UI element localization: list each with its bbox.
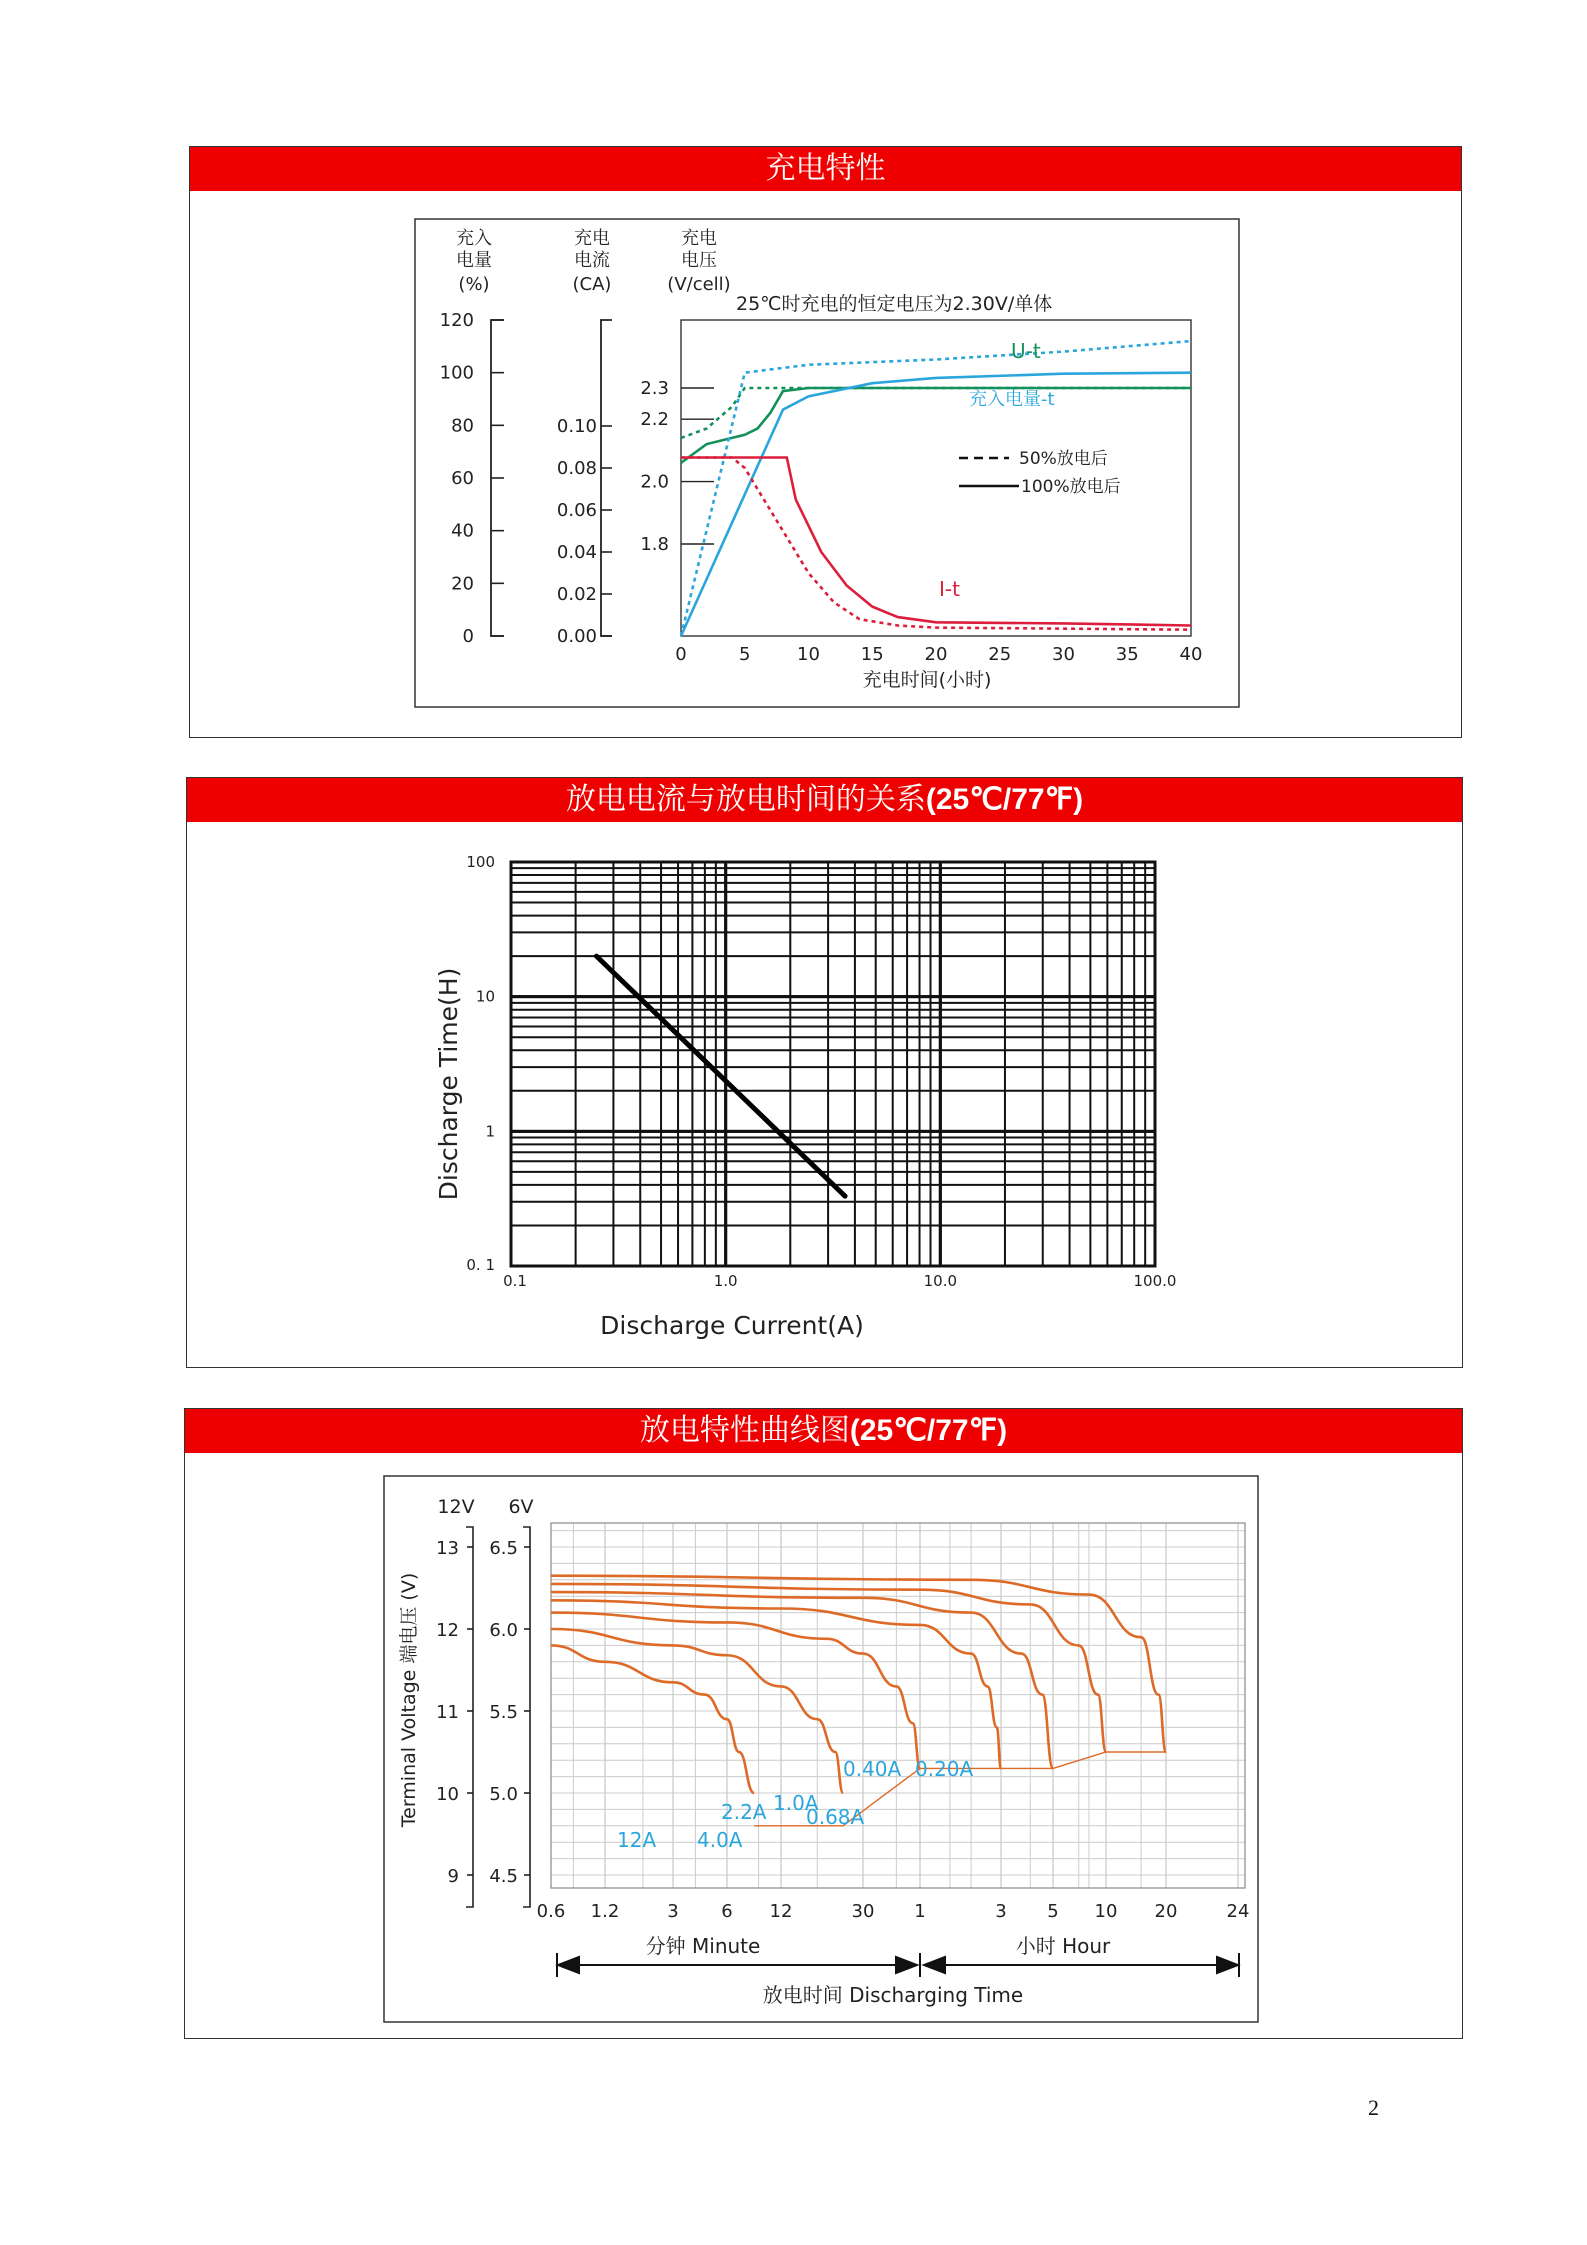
charge-chart-title: 25℃时充电的恒定电压为2.30V/单体 [736, 293, 1053, 315]
current-tick-label: 0.10 [556, 416, 597, 437]
current-tick-label: 0.04 [556, 542, 597, 563]
terminal-voltage-label: Terminal Voltage 端电压 (V) [398, 1572, 420, 1828]
charge-chart [414, 218, 1240, 708]
voltage-axis-title-2: 电压 [681, 250, 717, 271]
section-title-discharge-current [187, 778, 1462, 822]
voltage-tick-label: 2.2 [640, 409, 669, 431]
page-number: 2 [1368, 2095, 1379, 2120]
discharge-time-chart [187, 822, 1462, 1367]
y12-tick-label: 13 [436, 1538, 459, 1559]
capacity-tick-label: 100 [439, 362, 474, 384]
discharge-current-time-panel [186, 777, 1463, 1368]
current-axis-title-3: (CA) [572, 274, 612, 295]
section-title-charge: 充电特性 [190, 147, 1461, 191]
x-tick-label: 5 [1047, 1901, 1059, 1922]
capacity-axis-title-1: 充入 [456, 228, 492, 249]
voltage-curve-label: U-t [1011, 339, 1041, 363]
y-header-12v: 12V [437, 1496, 475, 1518]
capacity-axis-title-2: 电量 [456, 250, 492, 271]
voltage-tick-label: 2.0 [640, 471, 669, 493]
voltage-tick-label: 1.8 [640, 534, 669, 555]
current-axis-title-1: 充电 [574, 228, 610, 249]
y-tick-label: 1 [485, 1122, 495, 1141]
capacity-curve-label: 充入电量-t [969, 389, 1055, 410]
x-tick-label: 12 [769, 1901, 793, 1922]
capacity-tick-label: 0 [462, 626, 474, 647]
capacity-tick-label: 40 [451, 520, 474, 542]
x-tick-label: 0.6 [536, 1901, 566, 1922]
x-tick-label: 10 [1094, 1901, 1118, 1922]
charge-x-tick-label: 10 [797, 644, 820, 665]
x-tick-label: 10.0 [923, 1272, 958, 1290]
capacity-tick-label: 80 [451, 415, 474, 437]
x-tick-label: 1.2 [590, 1901, 620, 1922]
y6-tick-label: 5.5 [489, 1702, 518, 1723]
y6-tick-label: 6.0 [489, 1620, 518, 1641]
hour-unit-label: 小时 Hour [1015, 1934, 1111, 1958]
curve-label-0.68A: 0.68A [806, 1805, 865, 1829]
x-tick-label: 30 [851, 1901, 875, 1922]
legend-dashed-label: 50%放电后 [1019, 449, 1108, 469]
y6-tick-label: 5.0 [489, 1784, 518, 1805]
charge-x-tick-label: 15 [860, 644, 884, 665]
current-axis-title-2: 电流 [574, 250, 610, 271]
x-tick-label: 100.0 [1133, 1272, 1177, 1290]
curve-label-0.20A: 0.20A [915, 1757, 974, 1781]
y6-tick-label: 4.5 [489, 1866, 518, 1887]
capacity-tick-label: 20 [451, 573, 474, 595]
charge-x-tick-label: 40 [1179, 644, 1203, 665]
minute-unit-label: 分钟 Minute [645, 1934, 761, 1958]
curve-label-2.2A: 2.2A [721, 1800, 767, 1824]
current-tick-label: 0.06 [556, 500, 597, 521]
charge-characteristics-panel [189, 146, 1462, 738]
current-tick-label: 0.08 [556, 458, 597, 479]
y-tick-label: 0. 1 [466, 1256, 495, 1274]
current-tick-label: 0.00 [556, 626, 597, 647]
y-tick-label: 100 [466, 853, 495, 871]
y12-tick-label: 9 [447, 1866, 459, 1887]
x-tick-label: 24 [1226, 1901, 1250, 1922]
charge-x-tick-label: 30 [1052, 644, 1075, 665]
section-title-temperature: (25℃/77℉) [925, 783, 1084, 816]
current-tick-label: 0.02 [556, 584, 597, 605]
discharge-curves-chart [383, 1475, 1259, 2023]
curve-label-12A: 12A [617, 1828, 657, 1852]
charge-x-tick-label: 35 [1115, 644, 1139, 665]
charge-x-tick-label: 25 [988, 644, 1012, 665]
x-tick-label: 1 [914, 1901, 926, 1922]
discharge-time-x-label: Discharge Current(A) [600, 1311, 864, 1340]
charge-x-tick-label: 20 [924, 644, 948, 665]
curve-label-4.0A: 4.0A [697, 1828, 743, 1852]
charge-x-tick-label: 0 [675, 644, 687, 665]
voltage-axis-title-3: (V/cell) [667, 274, 731, 295]
capacity-axis-title-3: (%) [458, 274, 490, 295]
x-tick-label: 6 [721, 1901, 733, 1922]
discharge-characteristics-panel [184, 1408, 1463, 2039]
current-curve-label: I-t [939, 577, 960, 601]
section-title-text: 放电电流与放电时间的关系 [565, 782, 926, 817]
charge-x-tick-label: 5 [739, 644, 751, 665]
section-title-discharge-curves [185, 1409, 1462, 1453]
y12-tick-label: 11 [436, 1702, 459, 1723]
discharge-time-y-label: Discharge Time(H) [434, 967, 463, 1201]
curve-label-1.0A: 1.0A [773, 1791, 819, 1815]
capacity-tick-label: 120 [439, 310, 474, 331]
y12-tick-label: 10 [436, 1784, 459, 1805]
x-tick-label: 20 [1154, 1901, 1178, 1922]
discharging-time-label: 放电时间 Discharging Time [762, 1983, 1024, 2007]
voltage-axis-title-1: 充电 [681, 228, 717, 249]
y12-tick-label: 12 [436, 1620, 459, 1641]
discharge-time-curve [596, 956, 845, 1196]
capacity-tick-label: 60 [451, 468, 474, 489]
x-tick-label: 0.1 [503, 1272, 527, 1290]
voltage-tick-label: 2.3 [640, 378, 669, 399]
x-tick-label: 1.0 [713, 1272, 738, 1290]
charge-x-axis-label: 充电时间(小时) [862, 669, 992, 691]
y6-tick-label: 6.5 [489, 1538, 518, 1559]
curve-label-0.40A: 0.40A [843, 1757, 902, 1781]
x-tick-label: 3 [995, 1901, 1007, 1922]
section-title-text: 放电特性曲线图 [639, 1413, 850, 1448]
legend-solid-label: 100%放电后 [1021, 477, 1121, 497]
grid-frame [511, 862, 1155, 1266]
x-tick-label: 3 [667, 1901, 679, 1922]
y-header-6v: 6V [508, 1496, 534, 1518]
y-tick-label: 10 [475, 987, 495, 1006]
section-title-temperature: (25℃/77℉) [849, 1414, 1008, 1447]
